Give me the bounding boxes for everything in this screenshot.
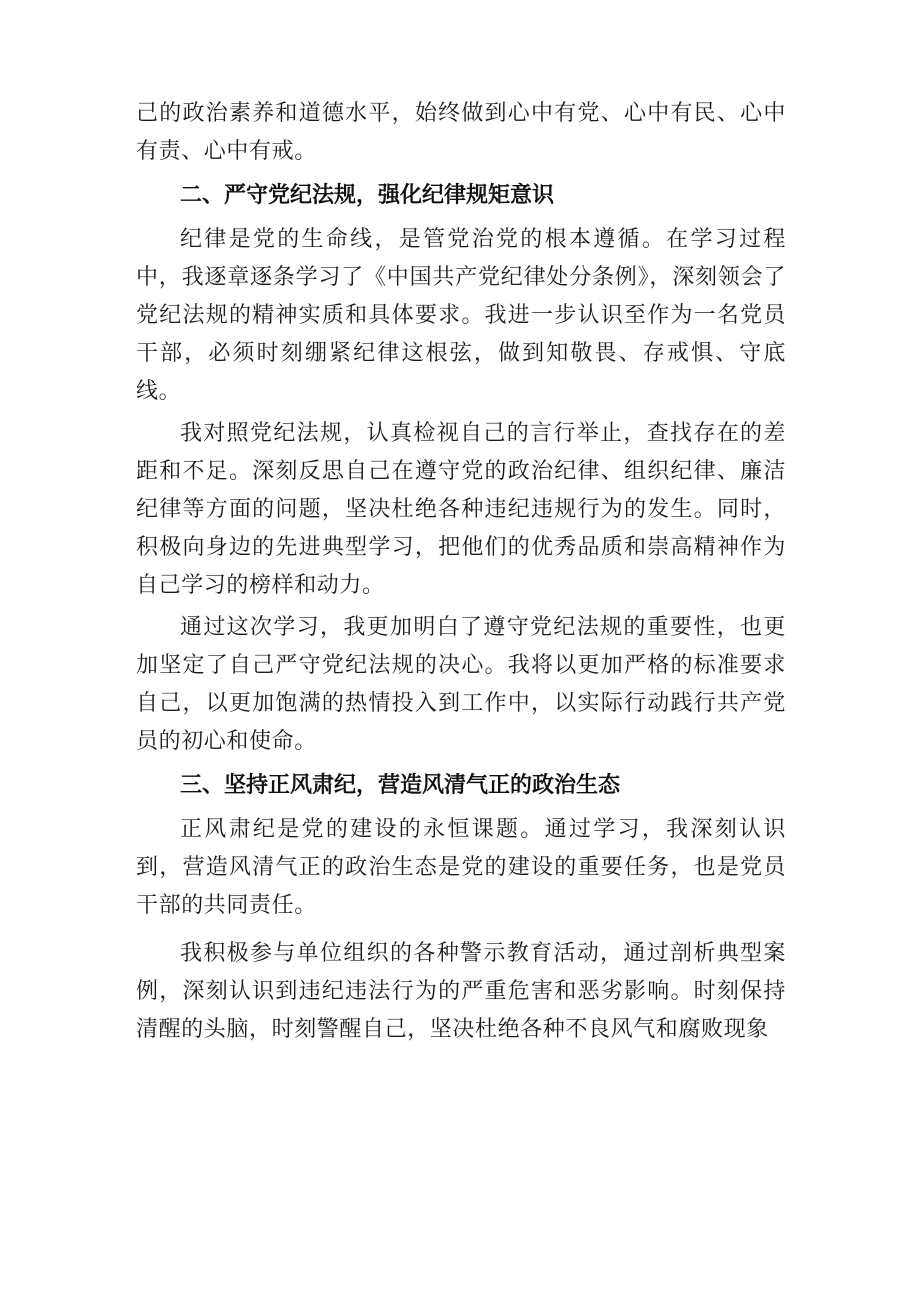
paragraph: 正风肃纪是党的建设的永恒课题。通过学习，我深刻认识到，营造风清气正的政治生态是党的建设的重要任务，也是党员干部的共同责任。: [136, 817, 786, 918]
paragraph: 我对照党纪法规，认真检视自己的言行举止，查找存在的差距和不足。深刻反思自己在遵守党的政治纪律、组织纪律、廉洁纪律等方面的问题，坚决杜绝各种违纪违规行为的发生。同时，积极向身边的先进典型学习，把他们的优秀品质和崇高精神作为自己学习的榜样和动力。: [136, 421, 786, 598]
paragraph: 我积极参与单位组织的各种警示教育活动，通过剖析典型案例，深刻认识到违纪违法行为的严重危害和恶劣影响。时刻保持清醒的头脑，时刻警醒自己，坚决杜绝各种不良风气和腐败现象: [136, 941, 786, 1042]
document-body: [136, 95, 786, 1053]
paragraph-continuation: 己的政治素养和道德水平，始终做到心中有党、心中有民、心中有责、心中有戒。: [136, 101, 786, 164]
section-heading-3: 三、坚持正风肃纪，营造风清气正的政治生态: [180, 773, 621, 798]
paragraph: 通过这次学习，我更加明白了遵守党纪法规的重要性，也更加坚定了自己严守党纪法规的决心。我将以更加严格的标准要求自己，以更加饱满的热情投入到工作中，以实际行动践行共产党员的初心和使命。: [136, 615, 786, 754]
paragraph: 纪律是党的生命线，是管党治党的根本遵循。在学习过程中，我逐章逐条学习了《中国共产党纪律处分条例》，深刻领会了党纪法规的精神实质和具体要求。我进一步认识至作为一名党员干部，必须时刻绷紧纪律这根弦，做到知敬畏、存戒惧、守底线。: [136, 227, 786, 404]
section-heading-2: 二、严守党纪法规，强化纪律规矩意识: [180, 183, 555, 208]
